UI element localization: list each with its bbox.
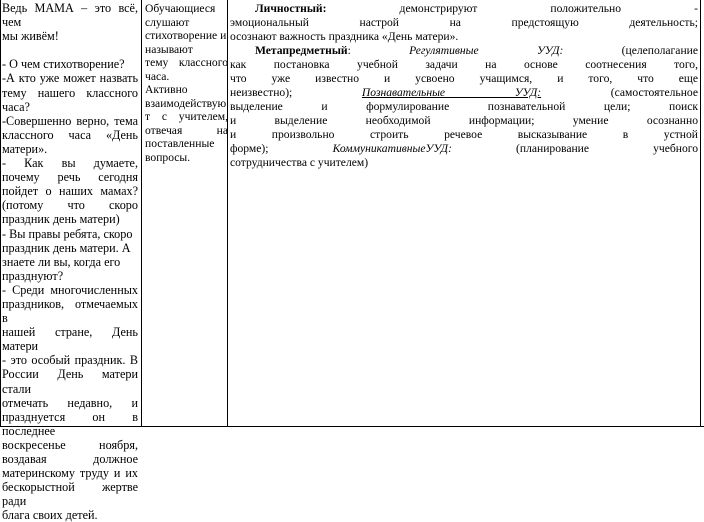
teacher-text-line: праздник день матери. А <box>2 240 131 255</box>
cognitive-label: Познавательные УУД: <box>361 86 542 99</box>
table-border-left <box>0 0 1 427</box>
student-text-line: вопросы. <box>145 151 191 165</box>
cognitive-line: и выделение необходимой информации; умение осознанно <box>230 114 698 127</box>
personal-outcome-line: эмоциональный настрой на предстоящую деятельность; <box>230 16 698 29</box>
communicative-label: КоммуникативныеУУД: <box>332 142 452 155</box>
teacher-text-line: - О чем стихотворение? <box>2 57 125 72</box>
regulatory-line: как постановка учебной задачи на основе соотнесения того, <box>230 58 698 71</box>
teacher-text-line: - Как вы думаете, <box>2 156 138 171</box>
communicative-first-line: форме); КоммуникативныеУУД: (планирование учебного <box>230 142 699 155</box>
teacher-text-line: знаете ли вы, когда его <box>2 254 121 269</box>
teacher-text-line: нашей стране, День матери <box>2 325 138 354</box>
teacher-text-line: Ведь МАМА – это всё, чем <box>2 1 138 30</box>
student-text-line: тему классного <box>145 56 228 70</box>
meta-outcome-first-line: Метапредметный: Регулятивные УУД: (целеполагание <box>255 44 699 57</box>
personal-outcome-line: осознают важность праздника «День матери». <box>230 30 459 43</box>
student-text-line: отвечая на <box>145 123 228 137</box>
teacher-text-line: (потому что скоро <box>2 198 138 213</box>
teacher-text-line: материнскому труду и их <box>2 466 138 481</box>
teacher-text-line: - Среди многочисленных <box>2 282 138 297</box>
column-divider-1 <box>141 0 142 427</box>
student-text-line: т с учителем, <box>145 110 228 124</box>
teacher-text-line: отмечать недавно, и <box>2 395 138 410</box>
cognitive-line: выделение и формулирование познавательной цели; поиск <box>230 100 698 113</box>
teacher-text-line: - Вы правы ребята, скоро <box>2 226 133 241</box>
cognitive-line: и произвольно строить речевое высказывание в устной <box>230 128 698 141</box>
student-activity-cell <box>145 2 228 165</box>
learning-outcomes-cell <box>230 2 698 170</box>
teacher-text-line: - это особый праздник. В <box>2 353 138 368</box>
student-text-line: стихотворение и <box>145 29 227 43</box>
personal-outcome-first-line: Личностный: демонстрируют положительно - <box>255 2 698 15</box>
teacher-text-line: бескорыстной жертве ради <box>2 480 138 509</box>
teacher-text-line: почему речь сегодня <box>2 170 138 185</box>
teacher-text-line: классного часа «День <box>2 127 138 142</box>
teacher-text-line: пойдет о наших мамах? <box>2 184 138 199</box>
student-text-line: называют <box>145 42 193 56</box>
student-text-line: часа. <box>145 69 170 83</box>
teacher-text-line: России День матери стали <box>2 367 138 396</box>
student-text-line: Активно <box>145 83 188 97</box>
column-divider-3 <box>700 0 701 427</box>
teacher-text-line: воскресенье ноября, <box>2 437 138 452</box>
regulatory-line: что уже известно и усвоено учащимся, и того, что еще <box>230 72 698 85</box>
cognitive-first-line: неизвестно); Познавательные УУД: (самостоятельное <box>230 86 698 99</box>
teacher-text-line: часа? <box>2 99 30 114</box>
teacher-text-line: праздник день матери) <box>2 212 120 227</box>
personal-outcome-heading: Личностный: <box>255 2 327 15</box>
student-text-line: поставленные <box>145 137 215 151</box>
meta-outcome-heading: Метапредметный <box>255 44 348 57</box>
teacher-text-line: матери». <box>2 141 48 156</box>
student-text-line: слушают <box>145 15 190 29</box>
teacher-text-line: мы живём! <box>2 29 59 44</box>
teacher-text-line: -Совершенно верно, тема <box>2 113 138 128</box>
teacher-text-line: празднуется он в последнее <box>2 409 138 438</box>
communicative-line: сотрудничества с учителем) <box>230 156 369 169</box>
regulatory-label: Регулятивные УУД: <box>409 44 564 57</box>
teacher-text-line: -А кто уже может назвать <box>2 71 138 86</box>
teacher-text-line: тему нашего классного <box>2 85 138 100</box>
teacher-text-line <box>2 43 138 57</box>
student-text-line: Обучающиеся <box>145 2 216 15</box>
teacher-activity-cell <box>2 1 138 522</box>
student-text-line: взаимодействую <box>145 96 227 110</box>
teacher-text-line: праздников, отмечаемых в <box>2 296 138 326</box>
teacher-text-line: празднуют? <box>2 268 64 283</box>
teacher-text-line: блага своих детей. <box>2 508 98 522</box>
teacher-text-line: воздавая должное <box>2 452 138 466</box>
